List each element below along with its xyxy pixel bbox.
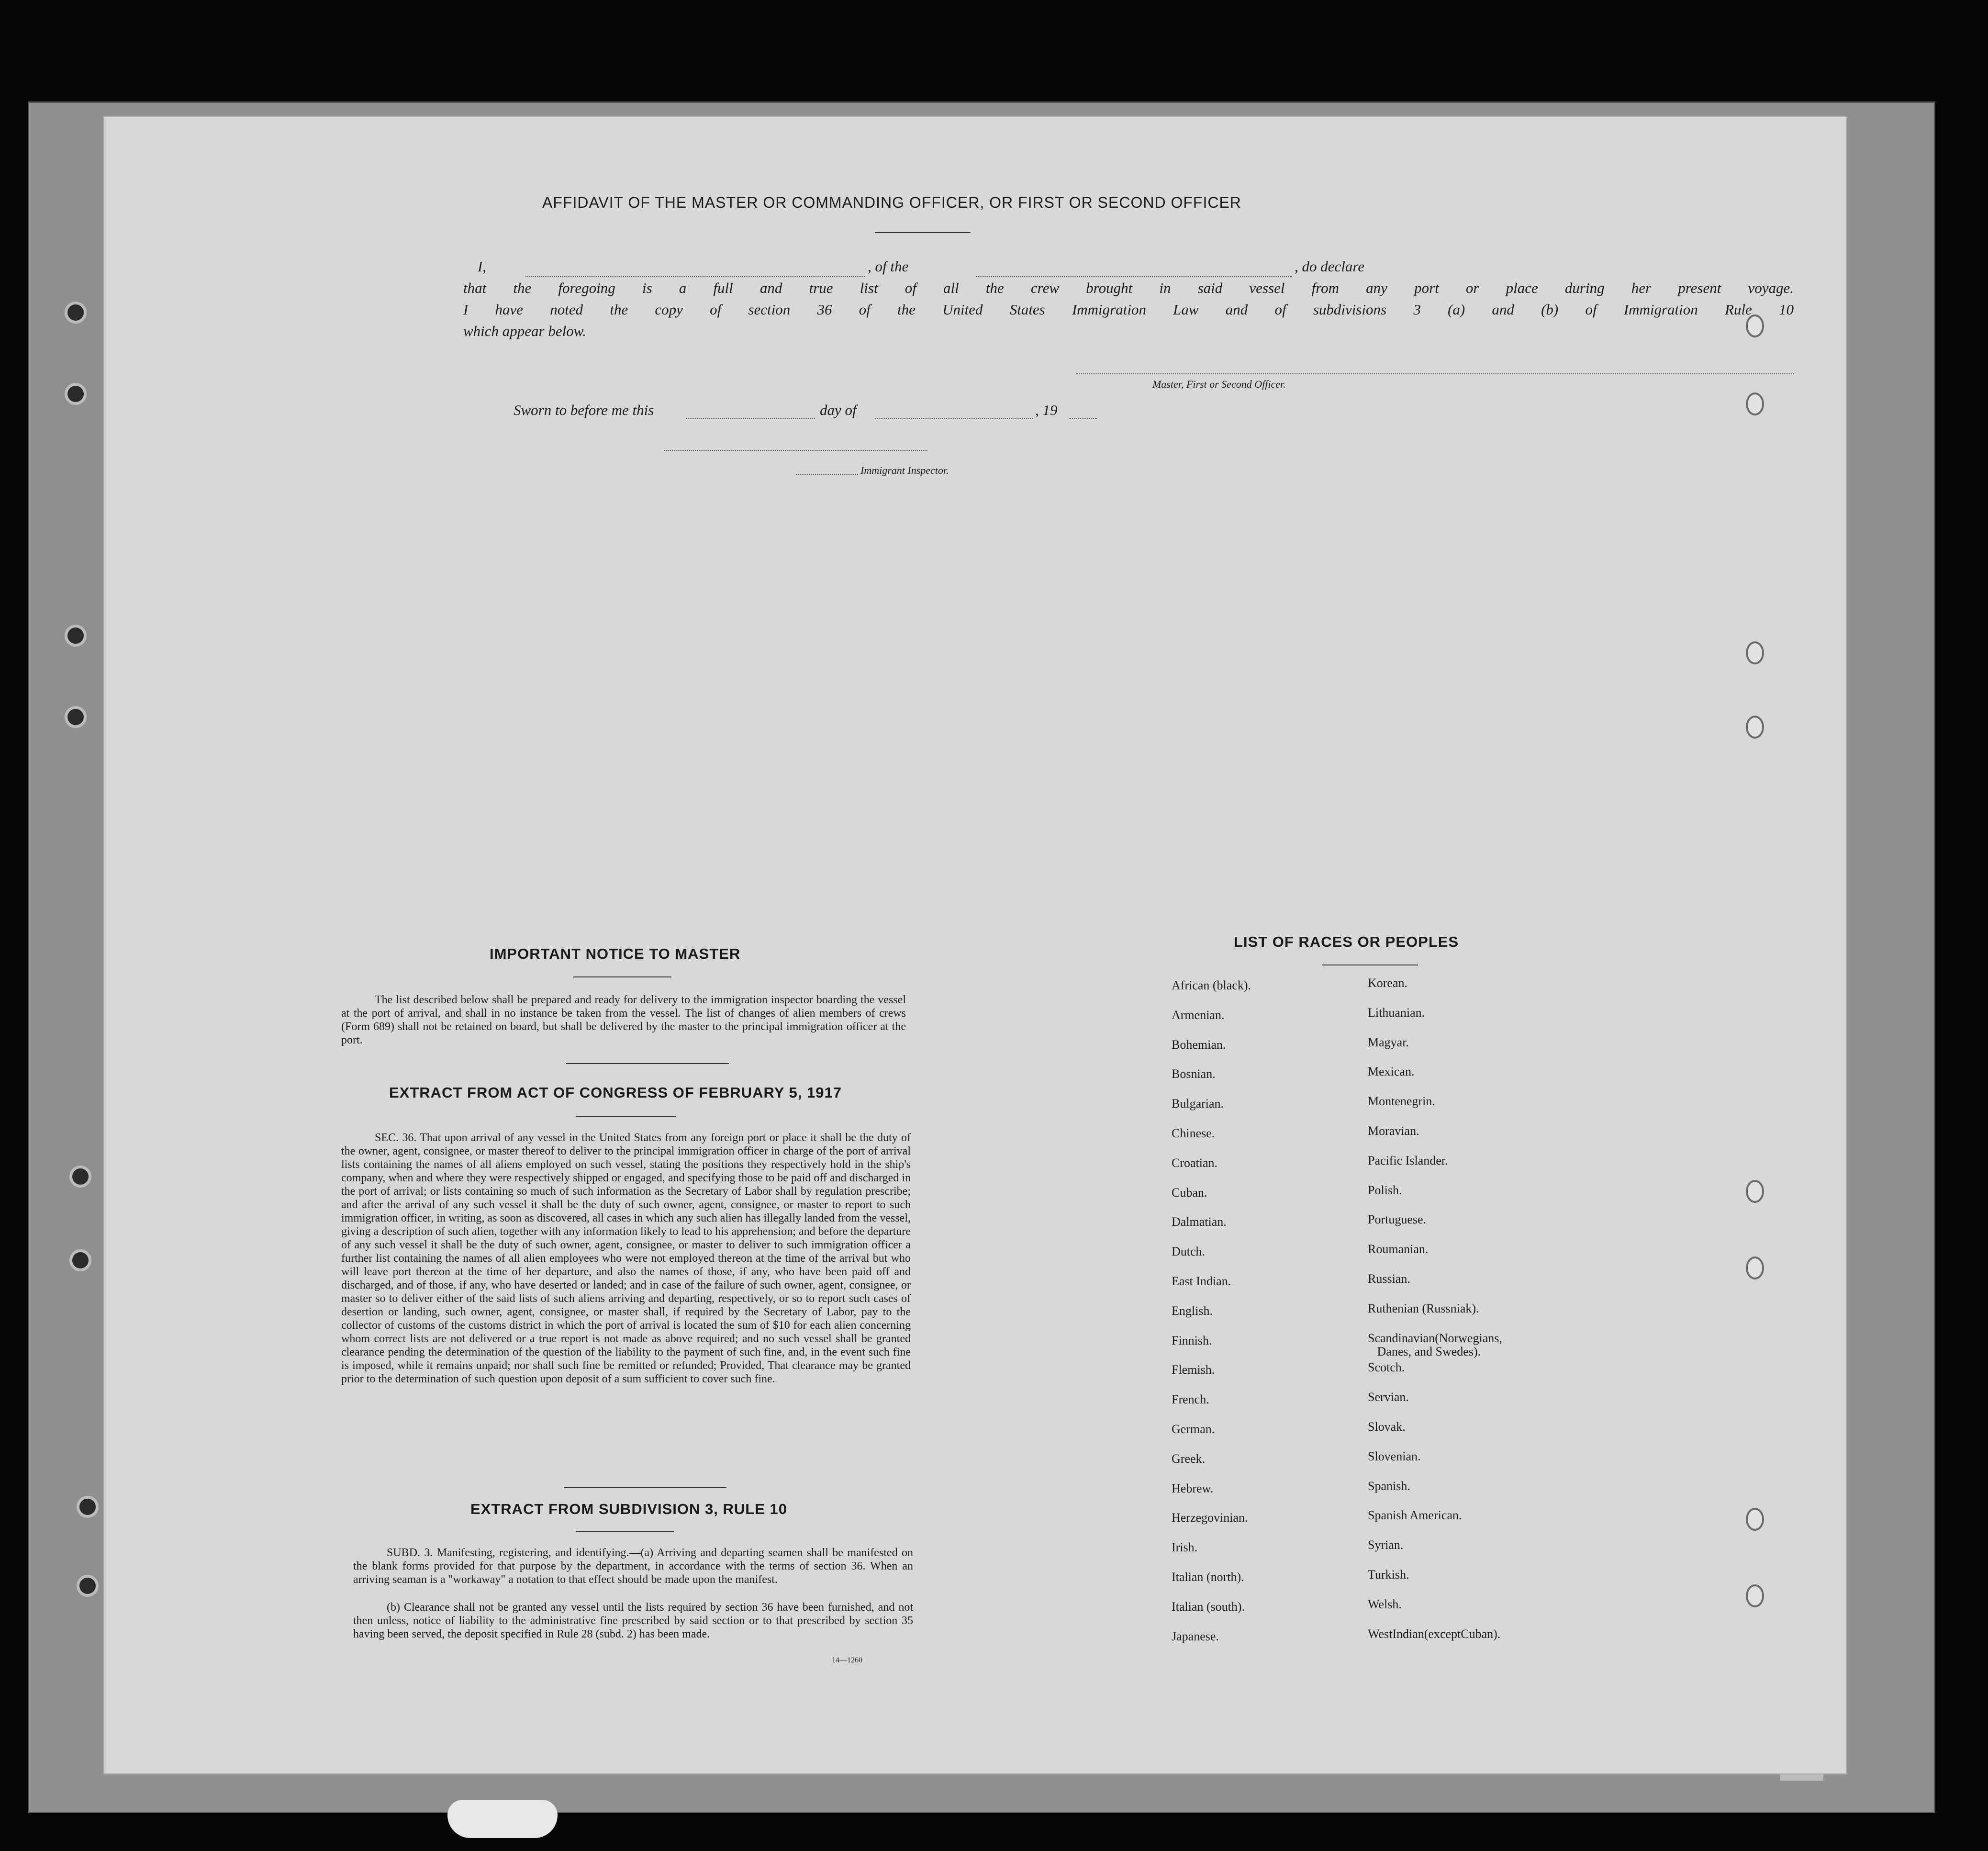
race-item: Dutch. bbox=[1172, 1245, 1206, 1259]
binder-hole-icon bbox=[65, 706, 87, 728]
binder-hole-icon bbox=[77, 1575, 99, 1597]
race-item: Turkish. bbox=[1368, 1568, 1409, 1582]
race-item: Bulgarian. bbox=[1172, 1097, 1224, 1111]
form-number: 14—1260 bbox=[832, 1656, 862, 1664]
race-item: Montenegrin. bbox=[1368, 1094, 1435, 1109]
race-item: Pacific Islander. bbox=[1368, 1153, 1448, 1167]
declarant-name-field[interactable] bbox=[525, 276, 865, 277]
do-declare-label: , do declare bbox=[1295, 258, 1365, 275]
race-item: Magyar. bbox=[1368, 1035, 1409, 1049]
sworn-label: Sworn to before me this bbox=[514, 402, 654, 418]
rule-subdivision-b: (b) Clearance shall not be granted any vessel until the lists required by section 36 have been furnished, and not then unless, notice of liability to the administrative fine prescribed by said section or to that prescribed by section 35 having been served, the deposit specified in Rule 28 (subd. 2) has been made. bbox=[353, 1601, 913, 1640]
rule-heading: EXTRACT FROM SUBDIVISION 3, RULE 10 bbox=[470, 1501, 787, 1517]
affidavit-line-4: which appear below. bbox=[463, 323, 586, 339]
race-item: WestIndian(exceptCuban). bbox=[1368, 1627, 1501, 1641]
race-item: Flemish. bbox=[1172, 1363, 1215, 1377]
notice-heading: IMPORTANT NOTICE TO MASTER bbox=[490, 945, 741, 962]
officer-caption: Master, First or Second Officer. bbox=[1152, 378, 1286, 390]
rule-subdivision-a: SUBD. 3. Manifesting, registering, and identifying.—(a) Arriving and departing seamen shall be manifested on the blank forms provided for that purpose by the department, in accordance with the terms of section 36. When an arriving seaman is a "workaway" a notation to that effect should be made upon the manifest. bbox=[353, 1547, 913, 1586]
race-item: Japanese. bbox=[1172, 1629, 1219, 1643]
race-item: German. bbox=[1172, 1422, 1215, 1436]
race-item: Scandinavian(Norwegians, Danes, and Swedes). bbox=[1368, 1331, 1502, 1358]
race-item: Slovenian. bbox=[1368, 1449, 1421, 1463]
race-item: Ruthenian (Russniak). bbox=[1368, 1301, 1479, 1315]
affidavit-page bbox=[104, 117, 1846, 1773]
race-item: Spanish American. bbox=[1368, 1508, 1462, 1523]
inspector-signature-field[interactable] bbox=[664, 450, 927, 451]
race-item: Bosnian. bbox=[1172, 1067, 1216, 1081]
sworn-day-field[interactable] bbox=[686, 418, 815, 419]
sworn-month-field[interactable] bbox=[875, 418, 1033, 419]
of-the-label: , of the bbox=[868, 258, 909, 275]
affidavit-line-3: I have noted the copy of section 36 of the United States Immigration Law and of subdivisions 3 (a) and (b) of Immigration Rule 10 bbox=[463, 301, 1794, 318]
binder-hole-icon bbox=[65, 625, 87, 647]
race-item: Servian. bbox=[1368, 1390, 1409, 1404]
punch-ring-icon bbox=[1746, 1256, 1764, 1279]
notice-body: The list described below shall be prepared and ready for delivery to the immigration inspector boarding the vessel at the port of arrival, and shall in no instance be taken from the vessel. The list of changes of alien members of crews (Form 689) shall not be retained on board, but shall be delivered by the master to the principal immigration officer at the port. bbox=[341, 994, 906, 1046]
declarant-label: I, bbox=[478, 258, 487, 275]
race-item: Roumanian. bbox=[1368, 1242, 1429, 1256]
day-of-label: day of bbox=[820, 402, 857, 418]
binder-hole-icon bbox=[69, 1166, 91, 1188]
punch-ring-icon bbox=[1746, 1180, 1764, 1203]
race-item: Bohemian. bbox=[1172, 1037, 1226, 1052]
punch-ring-icon bbox=[1746, 716, 1764, 739]
punch-ring-icon bbox=[1746, 641, 1764, 664]
race-item: Hebrew. bbox=[1172, 1481, 1214, 1495]
race-item: Russian. bbox=[1368, 1272, 1410, 1286]
paper-tab bbox=[447, 1800, 558, 1838]
officer-signature-field[interactable] bbox=[1076, 373, 1794, 374]
race-item: Mexican. bbox=[1368, 1065, 1415, 1079]
sworn-year-field[interactable] bbox=[1069, 418, 1097, 419]
race-item: Syrian. bbox=[1368, 1538, 1404, 1552]
races-heading: LIST OF RACES OR PEOPLES bbox=[1234, 933, 1459, 950]
section-divider bbox=[564, 1487, 726, 1488]
race-item: Polish. bbox=[1368, 1183, 1402, 1197]
notice-underline bbox=[573, 976, 671, 977]
race-item: French. bbox=[1172, 1392, 1209, 1407]
act-underline bbox=[576, 1116, 676, 1117]
race-item: Herzegovinian. bbox=[1172, 1511, 1248, 1525]
race-item: Armenian. bbox=[1172, 1008, 1225, 1022]
race-item: Italian (north). bbox=[1172, 1570, 1244, 1584]
race-item: Cuban. bbox=[1172, 1185, 1207, 1200]
race-item: Spanish. bbox=[1368, 1479, 1410, 1493]
punch-ring-icon bbox=[1746, 1584, 1764, 1607]
affidavit-line-2: that the foregoing is a full and true list of all the crew brought in said vessel from any port or place during her present voyage. bbox=[463, 280, 1794, 296]
binder-hole-icon bbox=[69, 1249, 91, 1271]
inspector-caption-leader bbox=[796, 474, 858, 475]
section-divider bbox=[566, 1063, 729, 1064]
vessel-name-field[interactable] bbox=[976, 276, 1292, 277]
race-item: Greek. bbox=[1172, 1451, 1206, 1466]
affidavit-title: AFFIDAVIT OF THE MASTER OR COMMANDING OFFICER, OR FIRST OR SECOND OFFICER bbox=[542, 194, 1241, 211]
race-item: English. bbox=[1172, 1303, 1213, 1318]
race-item: Chinese. bbox=[1172, 1126, 1215, 1140]
race-item: Dalmatian. bbox=[1172, 1215, 1227, 1229]
race-item: Croatian. bbox=[1172, 1155, 1218, 1170]
binder-hole-icon bbox=[65, 383, 87, 405]
punch-ring-icon bbox=[1746, 1508, 1764, 1531]
binder-hole-icon bbox=[77, 1496, 99, 1518]
race-item: Italian (south). bbox=[1172, 1599, 1245, 1614]
race-item: Lithuanian. bbox=[1368, 1005, 1425, 1020]
race-item: Slovak. bbox=[1368, 1420, 1406, 1434]
race-item: Scotch. bbox=[1368, 1360, 1405, 1375]
binder-hole-icon bbox=[65, 302, 87, 324]
punch-ring-icon bbox=[1746, 393, 1764, 415]
race-item: Korean. bbox=[1368, 976, 1408, 990]
act-section-36: SEC. 36. That upon arrival of any vessel in the United States from any foreign port or place it shall be the duty of the owner, agent, consignee, or master thereof to deliver to the principal immigration officer in charge of the port of arrival lists containing the names of all aliens employed on such vessel, stating the positions they respectively hold in the ship's company, when and where they were respectively shipped or engaged, and specifying those to be paid off and discharged in the port of arrival; or lists containing so much of such information as the Secretary of Labor shall by regulation prescribe; and after the arrival of any such vessel it shall be the duty of such owner, agent, consignee, or master to report to such immigration officer, in writing, as soon as discovered, all cases in which any such alien has illegally landed from the vessel, giving a description of such alien, together with any information likely to lead to his apprehension; and before the departure of any such vessel it shall be the duty of such owner, agent, consignee, or master to deliver to such immigration officer a further list containing the names of all alien employees who were not employed thereon at the time of the arrival but who will leave port thereon at the time of her departure, and also the names of those, if any, who have been paid off and discharged, and of those, if any, who have deserted or landed; and in case of the failure of such owner, agent, consignee, or master so to deliver either of the said lists of such aliens arriving and departing, respectively, or so to report such cases of desertion or landing, such owner, agent, consignee, or master shall, if required by the Secretary of Labor, pay to the collector of customs of the customs district in which the port of arrival is located the sum of $10 for each alien concerning whom correct lists are not delivered or a true report is not made as above required; and no such vessel shall be granted clearance pending the determination of the question of the liability to the payment of such fine, and, in the event such fine is imposed, while it remains unpaid; nor shall such fine be remitted or refunded; Provided, That clearance may be granted prior to the determination of such question upon deposit of a sum sufficient to cover such fine. bbox=[341, 1132, 911, 1385]
rule-underline bbox=[576, 1531, 674, 1532]
race-item: African (black). bbox=[1172, 978, 1251, 992]
race-item: Portuguese. bbox=[1368, 1212, 1427, 1227]
inspector-caption: Immigrant Inspector. bbox=[860, 464, 949, 476]
race-item: Irish. bbox=[1172, 1540, 1198, 1555]
race-item: Welsh. bbox=[1368, 1597, 1402, 1611]
race-item: Finnish. bbox=[1172, 1333, 1212, 1347]
race-item: East Indian. bbox=[1172, 1274, 1231, 1288]
title-underline bbox=[875, 232, 971, 233]
year-label: , 19 bbox=[1035, 402, 1058, 418]
race-item: Moravian. bbox=[1368, 1124, 1419, 1138]
act-heading: EXTRACT FROM ACT OF CONGRESS OF FEBRUARY 5, 1917 bbox=[389, 1084, 842, 1101]
